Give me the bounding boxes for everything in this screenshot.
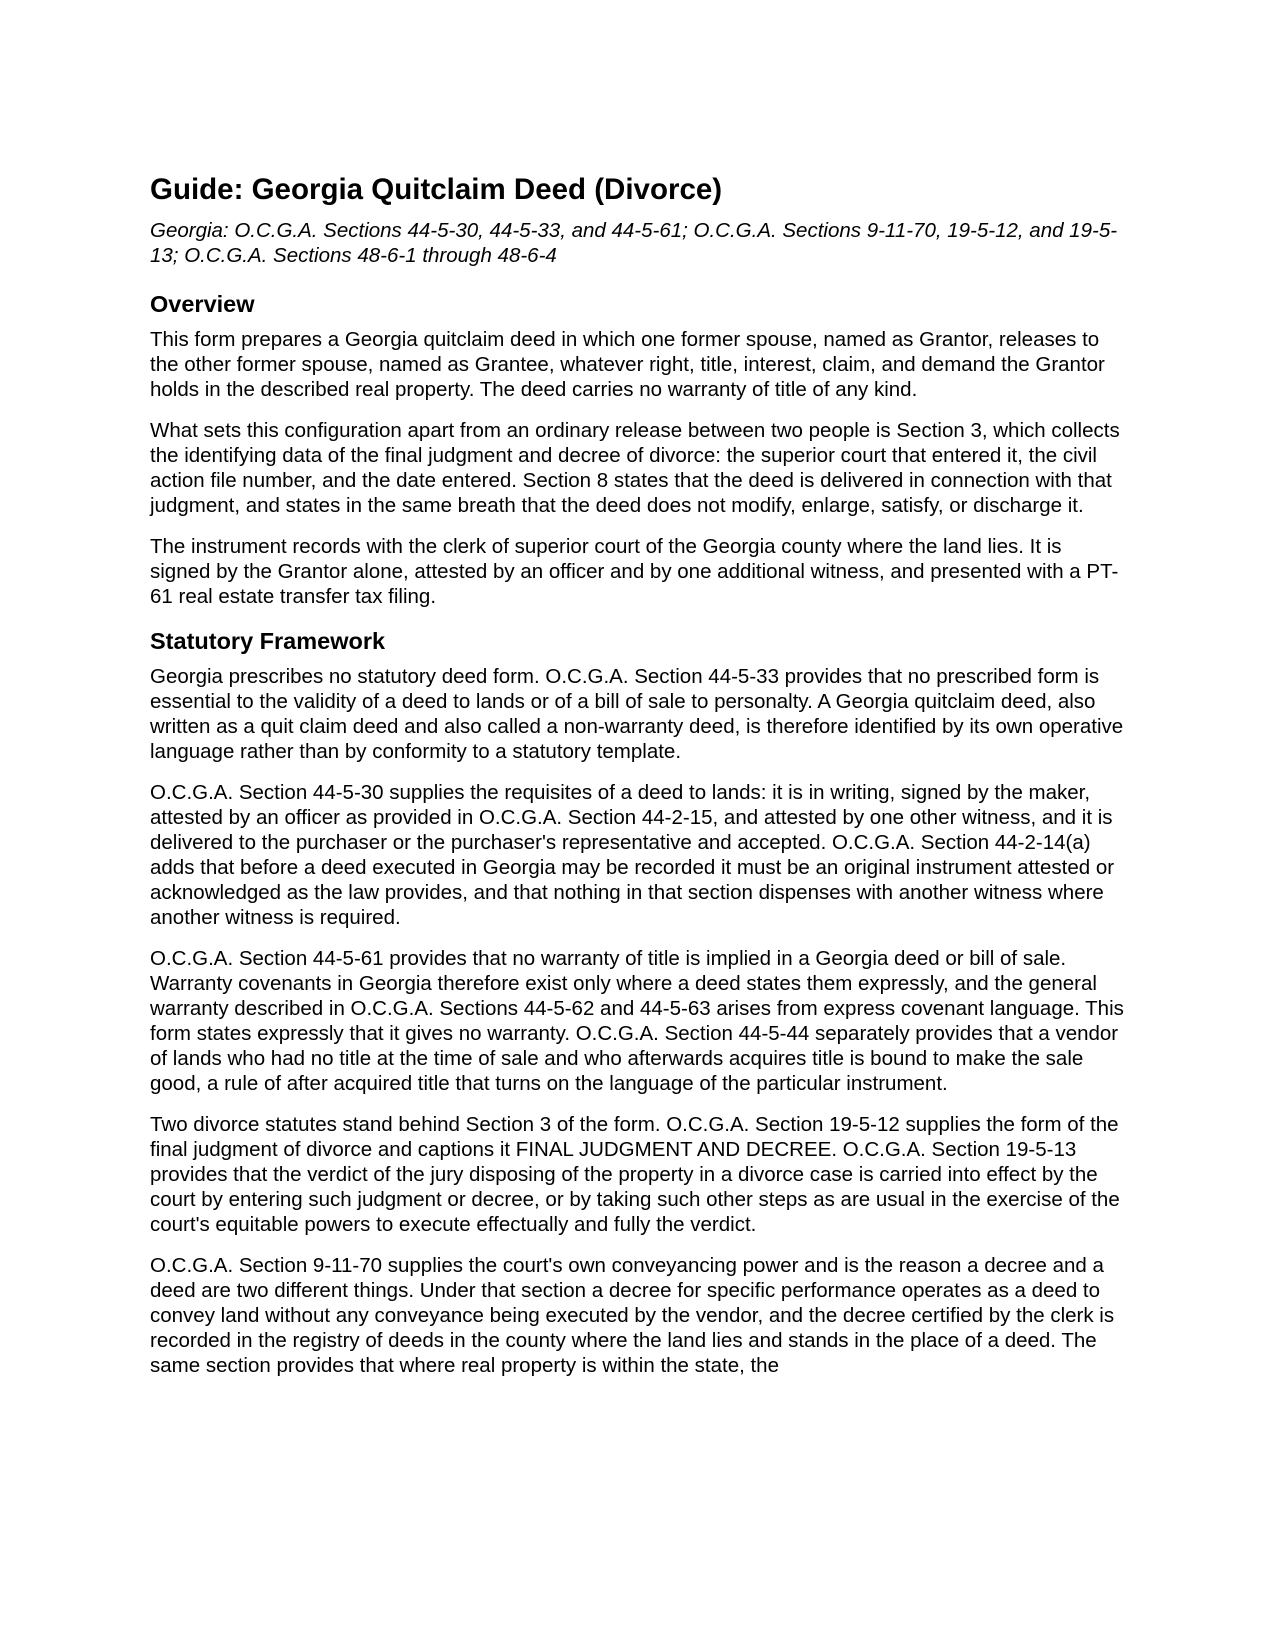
paragraph: The instrument records with the clerk of superior court of the Georgia county where the land lies. It is signed by the Grantor alone, attested by an officer and by one additional witness, and presented with a PT-61 real estate transfer tax filing. xyxy=(150,535,1119,608)
page-title: Guide: Georgia Quitclaim Deed (Divorce) xyxy=(150,173,723,206)
paragraph: O.C.G.A. Section 44-5-30 supplies the requisites of a deed to lands: it is in writing, signed by the maker, attested by an officer as provided in O.C.G.A. Section 44-2-15, and attested by one other witness, and it is delivered to the purchaser or the purchaser's representative and accepted. O.C.G.A. Section 44-2-14(a) adds that before a deed executed in Georgia may be recorded it must be an original instrument attested or acknowledged as the law provides, and that nothing in that section dispenses with another witness where another witness is required. xyxy=(150,781,1115,929)
document-page xyxy=(150,172,1125,1394)
paragraph: Two divorce statutes stand behind Section 3 of the form. O.C.G.A. Section 19-5-12 supplies the form of the final judgment of divorce and captions it FINAL JUDGMENT AND DECREE. O.C.G.A. Section 19-5-13 provides that the verdict of the jury disposing of the property in a divorce case is carried into effect by the court by entering such judgment or decree, or by taking such other steps as are usual in the exercise of the court's equitable powers to execute effectually and fully the verdict. xyxy=(150,1113,1120,1236)
statute-citation: Georgia: O.C.G.A. Sections 44-5-30, 44-5-33, and 44-5-61; O.C.G.A. Sections 9-11-70, 19-5-12, and 19-5-13; O.C.G.A. Sections 48-6-1 through 48-6-4 xyxy=(150,219,1118,267)
section-statutory-framework xyxy=(150,627,1125,1378)
paragraph: O.C.G.A. Section 44-5-61 provides that no warranty of title is implied in a Georgia deed or bill of sale. Warranty covenants in Georgia therefore exist only where a deed states them expressly, and the general warranty described in O.C.G.A. Sections 44-5-62 and 44-5-63 arises from express covenant language. This form states expressly that it gives no warranty. O.C.G.A. Section 44-5-44 separately provides that a vendor of lands who had no title at the time of sale and who afterwards acquires title is bound to make the sale good, a rule of after acquired title that turns on the language of the particular instrument. xyxy=(150,947,1124,1095)
paragraph: This form prepares a Georgia quitclaim deed in which one former spouse, named as Grantor, releases to the other former spouse, named as Grantee, whatever right, title, interest, claim, and demand the Grantor holds in the described real property. The deed carries no warranty of title of any kind. xyxy=(150,328,1105,401)
paragraph: Georgia prescribes no statutory deed form. O.C.G.A. Section 44-5-33 provides that no prescribed form is essential to the validity of a deed to lands or of a bill of sale to personalty. A Georgia quitclaim deed, also written as a quit claim deed and also called a non-warranty deed, is therefore identified by its own operative language rather than by conformity to a statutory template. xyxy=(150,665,1124,763)
paragraph: What sets this configuration apart from an ordinary release between two people is Section 3, which collects the identifying data of the final judgment and decree of divorce: the superior court that entered it, the civil action file number, and the date entered. Section 8 states that the deed is delivered in connection with that judgment, and states in the same breath that the deed does not modify, enlarge, satisfy, or discharge it. xyxy=(150,419,1120,517)
section-heading: Statutory Framework xyxy=(150,628,386,654)
paragraph: O.C.G.A. Section 9-11-70 supplies the court's own conveyancing power and is the reason a decree and a deed are two different things. Under that section a decree for specific performance operates as a deed to convey land without any conveyance being executed by the vendor, and the decree certified by the clerk is recorded in the registry of deeds in the county where the land lies and stands in the place of a deed. The same section provides that where real property is within the state, the xyxy=(150,1254,1115,1377)
section-overview xyxy=(150,290,1125,609)
section-heading: Overview xyxy=(150,291,255,317)
